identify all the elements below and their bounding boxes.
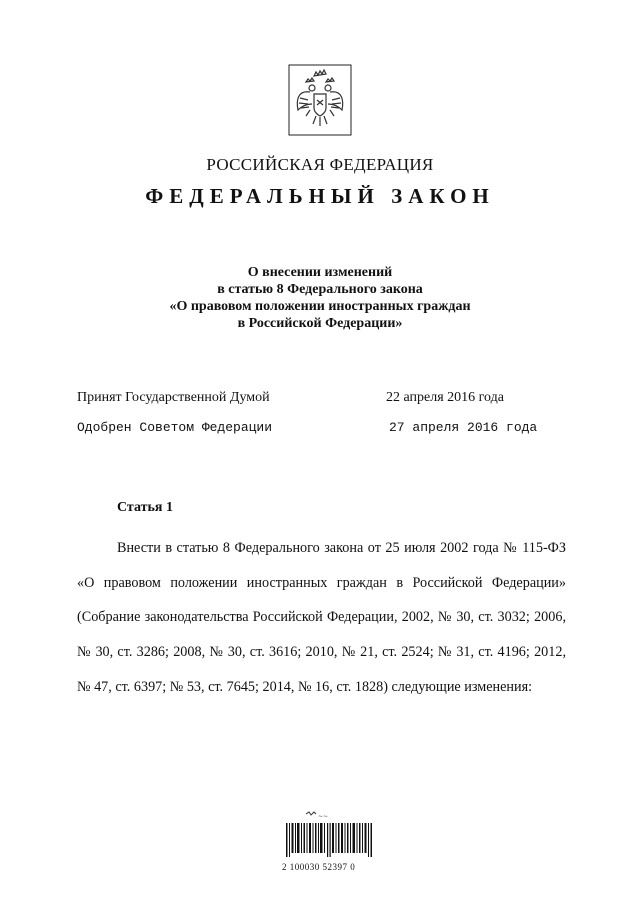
country-name: РОССИЙСКАЯ ФЕДЕРАЦИЯ — [206, 155, 434, 174]
law-title — [0, 264, 640, 332]
law-title-line: в статью 8 Федерального закона — [217, 282, 423, 297]
svg-text:∼∼: ∼∼ — [318, 814, 329, 820]
law-title-line: в Российской Федерации» — [237, 316, 403, 331]
duma-adoption-label: Принят Государственной Думой — [77, 390, 270, 405]
article-body-text: Внести в статью 8 Федерального закона от 25 июля 2002 года № 115-ФЗ «О правовом положении иностранных граждан в Российской Федерации» (Собрание законодательства Российской Федерации, 2002, № 30, ст. 3032; 2006, № 30, ст. 3286; 2008, № 30, ст. 3616; 2010, № 21, ст. 2524; № 31, ст. 4196; 2012, № 47, ст. 6397; № 53, ст. 7645; 2014, № 16, ст. 1828) следующие изменения: — [77, 540, 566, 695]
article-heading: Статья 1 — [117, 500, 173, 515]
coat-of-arms-icon — [288, 64, 352, 136]
barcode-number: 2 100030 52397 0 — [282, 862, 356, 872]
duma-adoption-row — [77, 390, 557, 406]
law-title-line: О внесении изменений — [247, 265, 393, 280]
barcode-icon — [284, 811, 374, 859]
law-title-line: «О правовом положении иностранных граждан — [169, 299, 471, 314]
council-approval-row — [77, 420, 557, 435]
duma-adoption-date: 22 апреля 2016 года — [386, 390, 504, 405]
council-approval-label: Одобрен Советом Федерации — [77, 420, 273, 435]
council-approval-date: 27 апреля 2016 года — [389, 420, 538, 435]
document-type: ФЕДЕРАЛЬНЫЙ ЗАКОН — [145, 184, 495, 208]
